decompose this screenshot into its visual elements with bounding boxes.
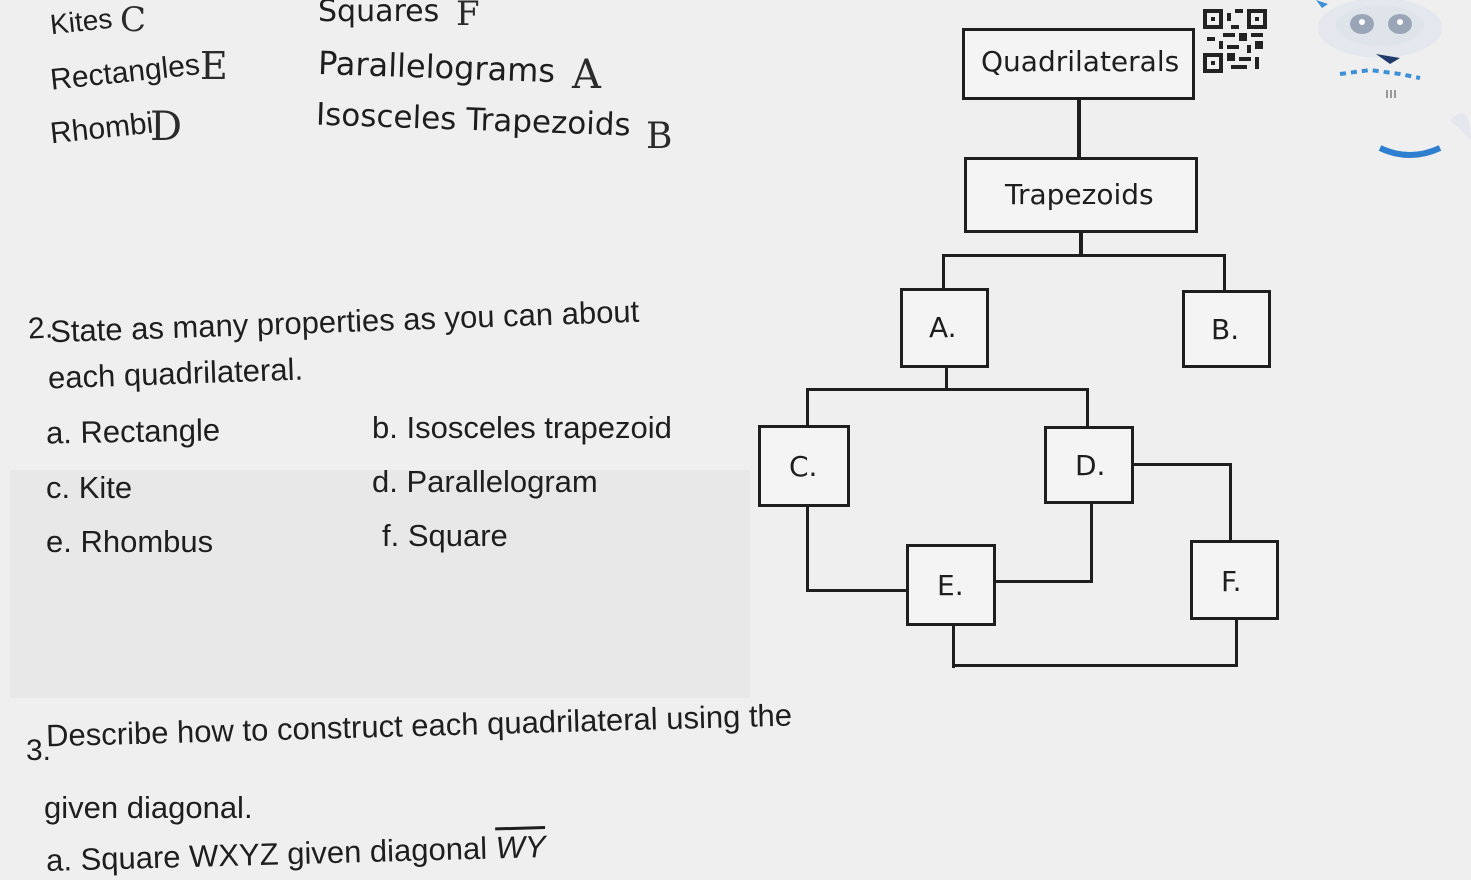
- connector: [1235, 617, 1238, 667]
- connector: [1077, 98, 1081, 158]
- connector: [942, 254, 1226, 257]
- question-2-item-d: d. Parallelogram: [372, 464, 598, 499]
- connector: [945, 366, 948, 390]
- robot-mascot-icon: [1280, 0, 1471, 170]
- answer-rectangles: Rectangles: [48, 48, 202, 97]
- box-quadrilaterals-label: Quadrilaterals: [981, 45, 1180, 78]
- box-c-label: C.: [789, 450, 818, 483]
- answer-squares-mark: F: [456, 0, 480, 34]
- connector: [1079, 230, 1083, 256]
- question-3-item-a-text: a. Square WXYZ given diagonal: [45, 830, 497, 878]
- connector: [806, 388, 809, 426]
- connector: [1132, 463, 1232, 466]
- question-3-line1: Describe how to construct each quadrilateral using the: [45, 697, 793, 754]
- question-2-item-e: e. Rhombus: [46, 524, 214, 559]
- connector: [952, 622, 955, 668]
- connector: [952, 664, 1238, 667]
- question-2-line2: each quadrilateral.: [47, 351, 304, 396]
- connector: [994, 580, 1093, 583]
- box-d: [1044, 426, 1134, 504]
- box-b-label: B.: [1211, 313, 1240, 346]
- connector: [1086, 388, 1089, 428]
- box-quadrilaterals: [962, 28, 1195, 100]
- connector: [1229, 463, 1232, 543]
- connector: [806, 589, 908, 592]
- box-trapezoids-label: Trapezoids: [1005, 178, 1154, 211]
- answer-kites: Kites: [48, 2, 114, 41]
- box-f-label: F.: [1221, 565, 1242, 598]
- connector: [806, 388, 1088, 391]
- answer-parallelograms: Parallelograms: [317, 43, 556, 91]
- question-2-item-f: f. Square: [382, 518, 508, 553]
- connector: [942, 254, 945, 290]
- box-c: [758, 425, 850, 507]
- answer-rhombi: Rhombi: [48, 106, 155, 151]
- box-a-label: A.: [929, 311, 957, 344]
- diagonal-label: $\overline{WY}$: [495, 829, 547, 866]
- box-e-label: E.: [937, 569, 964, 602]
- box-e: [906, 544, 996, 626]
- answer-rectangles-mark: E: [200, 44, 228, 88]
- box-trapezoids: [964, 157, 1198, 233]
- question-2-number: 2.: [27, 311, 54, 346]
- question-2-item-b: b. Isosceles trapezoid: [372, 410, 672, 445]
- question-2-item-a: a. Rectangle: [45, 412, 221, 451]
- answer-parallelograms-mark: A: [572, 52, 601, 98]
- answer-kites-mark: C: [120, 0, 147, 40]
- answer-isosceles-trapezoids: Isosceles Trapezoids: [315, 96, 632, 144]
- question-2-line1: State as many properties as you can about: [49, 293, 640, 350]
- connector: [806, 505, 809, 591]
- connector: [1223, 254, 1226, 292]
- question-3-item-a: [46, 829, 547, 879]
- box-b: [1182, 290, 1271, 368]
- answer-isosceles-mark: B: [646, 116, 673, 157]
- qr-code-icon: [1203, 8, 1267, 74]
- connector: [1090, 502, 1093, 582]
- question-3-number: 3.: [26, 734, 52, 767]
- answer-squares: Squares: [318, 0, 440, 29]
- box-a: [900, 288, 989, 368]
- answer-rhombi-mark: D: [150, 104, 183, 150]
- box-f: [1190, 540, 1279, 620]
- question-2-item-c: c. Kite: [46, 470, 133, 505]
- question-3-line2: given diagonal.: [44, 790, 253, 825]
- box-d-label: D.: [1075, 449, 1106, 482]
